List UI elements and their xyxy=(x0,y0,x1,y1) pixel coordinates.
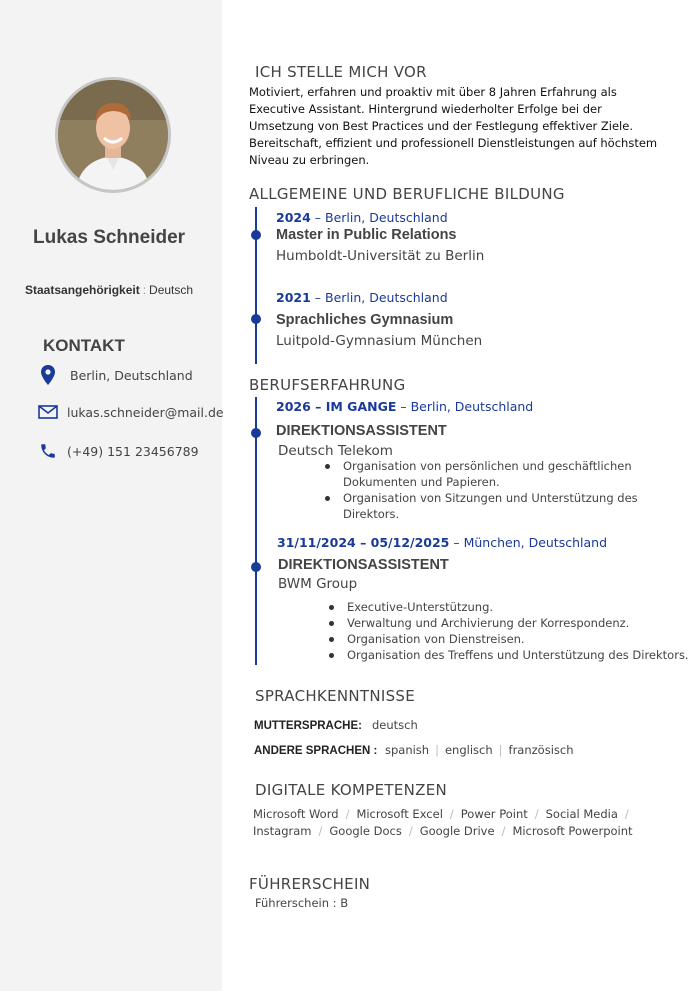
duty-item: Organisation von Sitzungen und Unterstützung des Direktors. xyxy=(323,490,653,522)
job-place: – München, Deutschland xyxy=(449,535,608,550)
language-item: englisch xyxy=(444,743,493,757)
contact-phone[interactable] xyxy=(38,441,199,461)
map-pin-icon xyxy=(38,365,58,385)
experience-heading: BERUFSERFAHRUNG xyxy=(249,376,406,394)
skill-separator: / xyxy=(408,824,413,838)
native-language-label: MUTTERSPRACHE: xyxy=(254,720,362,732)
contact-heading: KONTAKT xyxy=(43,336,125,355)
skill-separator: / xyxy=(534,807,539,821)
native-language xyxy=(254,718,418,732)
education-date xyxy=(276,290,448,305)
license-heading: FÜHRERSCHEIN xyxy=(249,875,371,893)
nationality-label: Staatsangehörigkeit xyxy=(25,283,140,297)
intro-heading: ICH STELLE MICH VOR xyxy=(255,63,427,81)
envelope-icon xyxy=(38,402,58,422)
contact-location xyxy=(38,365,193,385)
duty-item: Organisation von Dienstreisen. xyxy=(327,631,699,647)
education-date xyxy=(276,210,448,225)
language-separator: | xyxy=(435,743,439,757)
education-title: Master in Public Relations xyxy=(276,227,457,243)
email-link[interactable]: lukas.schneider@mail.de xyxy=(67,404,224,420)
language-item: französisch xyxy=(508,743,574,757)
other-languages-label: ANDERE SPRACHEN : xyxy=(254,745,378,757)
digital-heading: DIGITALE KOMPETENZEN xyxy=(255,781,448,799)
education-institution: Humboldt-Universität zu Berlin xyxy=(276,248,485,264)
skill-separator: / xyxy=(345,807,350,821)
education-year: 2021 xyxy=(276,290,311,305)
location-text: Berlin, Deutschland xyxy=(70,367,193,383)
native-language-value: deutsch xyxy=(371,718,418,732)
skill-item: Instagram xyxy=(253,824,312,838)
experience-timeline-dot xyxy=(251,428,261,438)
skill-separator: / xyxy=(624,807,629,821)
other-languages xyxy=(254,743,574,757)
duty-item: Organisation von persönlichen und geschäftlichen Dokumenten und Papieren. xyxy=(323,458,653,490)
skill-item: Microsoft Excel xyxy=(356,807,443,821)
person-name: Lukas Schneider xyxy=(33,227,186,248)
education-place: – Berlin, Deutschland xyxy=(310,290,448,305)
job-period: 31/11/2024 – 05/12/2025 xyxy=(277,535,450,550)
education-title: Sprachliches Gymnasium xyxy=(276,312,454,328)
skill-separator: / xyxy=(318,824,323,838)
duty-item: Organisation des Treffens und Unterstützung des Direktors. xyxy=(327,647,699,663)
job-date xyxy=(276,399,533,414)
job-duties xyxy=(323,458,653,522)
education-timeline-dot xyxy=(251,314,261,324)
license-text: Führerschein : B xyxy=(255,896,349,910)
phone-icon xyxy=(38,441,58,461)
job-company: BWM Group xyxy=(278,576,358,592)
languages-heading: SPRACHKENNTNISSE xyxy=(255,687,416,705)
skill-item: Microsoft Word xyxy=(253,807,339,821)
language-separator: | xyxy=(498,743,503,757)
education-year: 2024 xyxy=(276,210,311,225)
job-title: DIREKTIONSASSISTENT xyxy=(278,557,449,573)
nationality-separator: : xyxy=(142,283,147,297)
skill-separator: / xyxy=(501,824,506,838)
education-heading: ALLGEMEINE UND BERUFLICHE BILDUNG xyxy=(249,185,565,203)
nationality-value: Deutsch xyxy=(149,283,194,297)
skill-item: Power Point xyxy=(460,807,528,821)
skill-item: Microsoft Powerpoint xyxy=(512,824,633,838)
skill-item: Google Docs xyxy=(329,824,402,838)
education-institution: Luitpold-Gymnasium München xyxy=(276,333,483,349)
job-place: – Berlin, Deutschland xyxy=(396,399,534,414)
nationality xyxy=(25,283,193,297)
education-place: – Berlin, Deutschland xyxy=(310,210,448,225)
skill-item: Social Media xyxy=(545,807,618,821)
education-timeline-dot xyxy=(251,230,261,240)
skill-item: Google Drive xyxy=(419,824,495,838)
profile-photo xyxy=(55,77,171,193)
job-period: 2026 – IM GANGE xyxy=(276,399,397,414)
job-duties xyxy=(327,599,699,663)
experience-timeline-dot xyxy=(251,562,261,572)
intro-text: Motiviert, erfahren und proaktiv mit über 8 Jahren Erfahrung als Executive Assistant. Hintergrund wiederholter Erfolge bei der Umsetzung von Best Practices und der Festlegung effektiver Ziele. Bereitschaft, effizient und professionell Dienstleistungen auf höchstem Niveau zu erbringen. xyxy=(249,85,658,167)
phone-text[interactable]: (+49) 151 23456789 xyxy=(67,443,199,459)
contact-email[interactable] xyxy=(38,402,224,422)
job-company: Deutsch Telekom xyxy=(278,443,393,459)
language-item: spanish xyxy=(384,743,430,757)
job-date xyxy=(277,535,607,550)
digital-skills xyxy=(253,806,673,840)
skill-separator: / xyxy=(449,807,454,821)
duty-item: Verwaltung und Archivierung der Korrespondenz. xyxy=(327,615,699,631)
duty-item: Executive-Unterstützung. xyxy=(327,599,699,615)
job-title: DIREKTIONSASSISTENT xyxy=(276,423,447,439)
